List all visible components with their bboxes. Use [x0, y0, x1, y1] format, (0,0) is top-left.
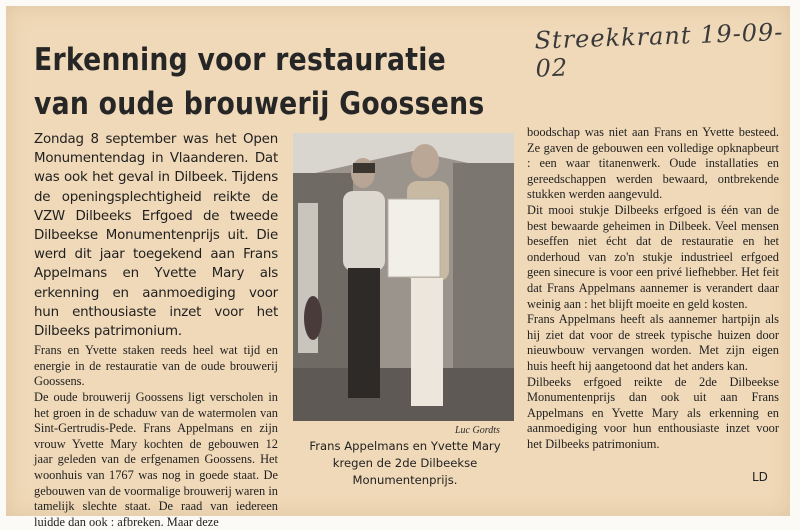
- photo-caption: Frans Appelmans en Yvette Mary kregen de 2de Dilbeekse Monumentenprijs.: [309, 439, 501, 487]
- body-paragraph: Frans Appelmans heeft als aannemer hartpijn als hij ziet dat voor de streek typische huizen door nieuwbouw vervangen worden. Met zijn eigen huis heeft hij aangetoond dat het anders kan.: [527, 312, 779, 373]
- body-paragraph: Dit mooi stukje Dilbeeks erfgoed is één van de best bewaarde geheimen in Dilbeek. Veel mensen beseffen niet écht dat de restauratie en het onderhoud van zo'n stukje industrieel erfgoed geen sinecure is voor een privé liefhebber. Het feit dat Frans Appelmans aannemer is verandert daar weinig aan : het blijft moeite en geld kosten.: [527, 202, 779, 311]
- article-lead: Zondag 8 september was het Open Monumentendag in Vlaanderen. Dat was ook het geval in Dilbeek. Tijdens de openingsplechtigheid reikte de VZW Dilbeeks Erfgoed de tweede Dilbeekse Monumentenprijs uit. Die werd dit jaar toegekend aan Frans Appelmans en Yvette Mary als erkenning en aanmoediging voor hun enthousiaste inzet voor het Dilbeeks patrimonium.: [34, 132, 278, 340]
- headline-line-1: Erkenning voor restauratie: [34, 42, 446, 78]
- body-paragraph: boodschap was niet aan Frans en Yvette besteed. Ze gaven de gebouwen een volledige opknapbeurt : een waar titanenwerk. Oude installaties en gereedschappen werden bewaard, ontbrekende stukken werden aangevuld.: [527, 125, 779, 202]
- body-paragraph: Dilbeeks erfgoed reikte de 2de Dilbeekse Monumentenprijs dan ook uit aan Frans Appelmans en Yvette Mary als erkenning en aanmoediging voor hun enthousiaste inzet voor het Dilbeeks patrimonium.: [527, 374, 779, 451]
- author-initials: LD: [752, 470, 768, 484]
- article-column-left: [34, 130, 278, 530]
- award-ceremony-photo: [293, 133, 514, 421]
- headline-line-2: van oude brouwerij Goossens: [34, 86, 485, 122]
- body-paragraph: De oude brouwerij Goossens ligt verscholen in het groen in de schaduw van de watermolen van Sint-Gertrudis-Pede. Frans Appelmans en zijn vrouw Yvette Mary kochten de gebouwen 12 jaar geleden van de erfgenamen Goossens. Het woonhuis van 1767 was nog in goede staat. De gebouwen van de voormalige brouwerij waren in tamelijk slechte staat. De raad van iedereen luidde dan ook : afbreken. Maar deze: [34, 390, 278, 529]
- body-paragraph: Frans en Yvette staken reeds heel wat tijd en energie in de restauratie van de oude brouwerij Goossens.: [34, 343, 278, 389]
- article-column-right: [527, 125, 779, 452]
- article-photo: [293, 133, 514, 421]
- photo-credit: Luc Gordts: [455, 425, 500, 436]
- handwritten-date-annotation: Streekkrant 19-09-02: [534, 17, 784, 83]
- article-headline: [34, 38, 484, 126]
